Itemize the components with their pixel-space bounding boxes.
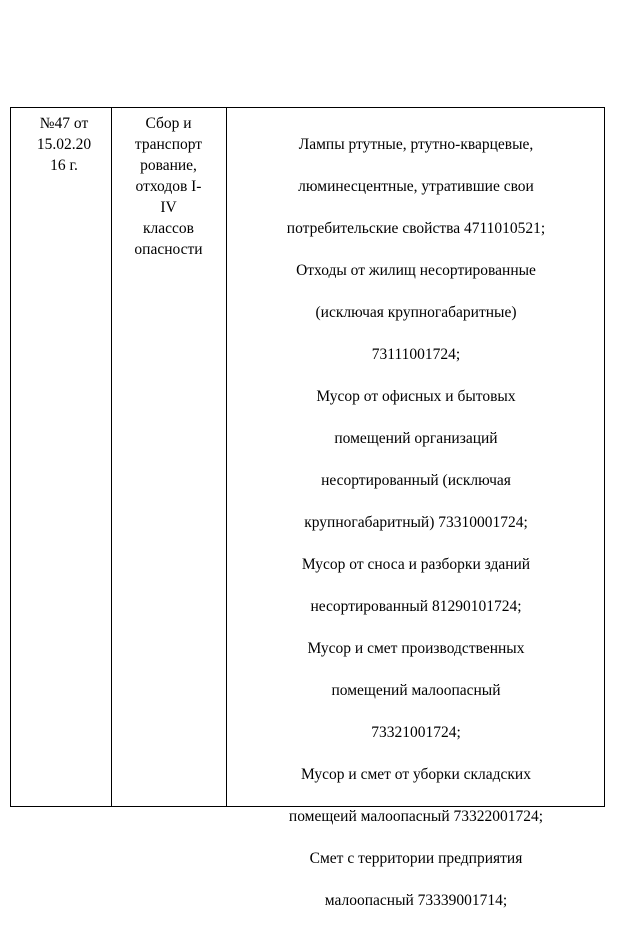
waste-line: (исключая крупногабаритные) — [315, 304, 517, 321]
waste-line: Лампы ртутные, ртутно-кварцевые, — [298, 136, 534, 153]
waste-line: несортированный (исключая — [321, 472, 511, 489]
waste-line: помещений организаций — [334, 430, 498, 447]
waste-line: малоопасный 73339001714; — [324, 892, 508, 909]
waste-line: 73111001724; — [371, 346, 461, 363]
waste-line: Отходы от жилищ несортированные — [296, 262, 536, 279]
waste-line: Мусор от офисных и бытовых — [316, 388, 516, 405]
waste-line: Мусор и смет от уборки складских — [301, 766, 531, 783]
license-number-cell: №47 от 15.02.20 16 г. — [36, 115, 92, 174]
waste-line: Мусор и смет производственных — [307, 640, 525, 657]
activity-cell: Сбор и транспорт рование, отходов I- IV классов опасности — [134, 115, 203, 258]
waste-line: потребительские свойства 4711010521; — [286, 220, 546, 237]
waste-line: крупногабаритный) 73310001724; — [304, 514, 528, 531]
waste-line: помещений малоопасный — [331, 682, 501, 699]
waste-types-cell — [226, 108, 604, 932]
waste-line: 73321001724; — [371, 724, 461, 741]
waste-line: Мусор от сноса и разборки зданий — [301, 556, 531, 573]
waste-line: несортированный 81290101724; — [310, 598, 522, 615]
waste-line: Смет с территории предприятия — [309, 850, 523, 867]
waste-line: люминесцентные, утратившие свои — [298, 178, 534, 195]
license-table — [10, 107, 605, 909]
waste-line: помещеий малоопасный 73322001724; — [288, 808, 544, 825]
